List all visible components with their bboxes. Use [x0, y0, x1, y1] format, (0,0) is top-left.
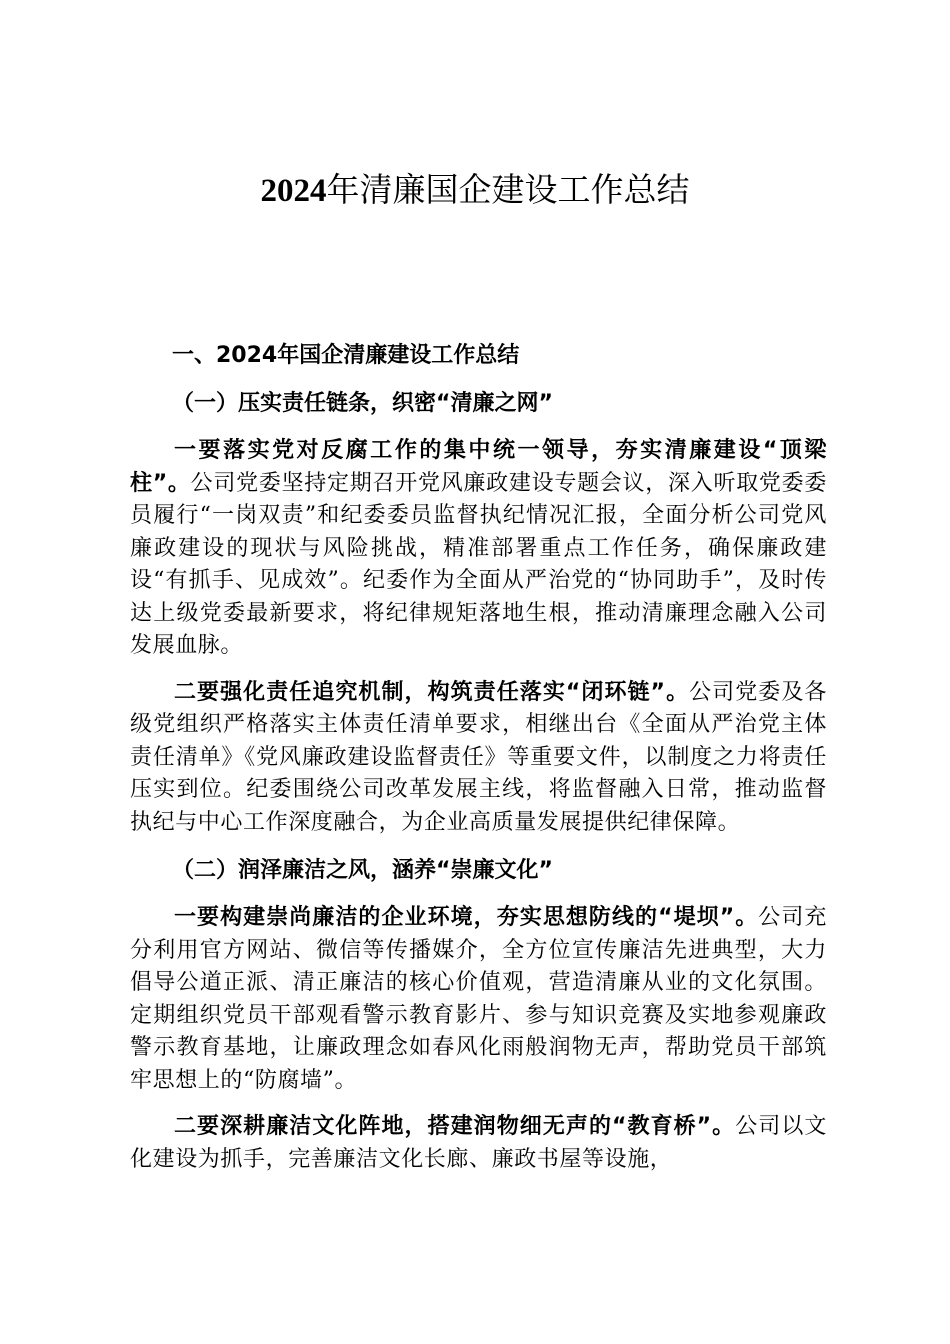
paragraph-4-body: 公司以文化建设为抓手，完善廉洁文化长廊、廉政书屋等设施， — [130, 1114, 827, 1172]
section-heading-1: 一、2024年国企清廉建设工作总结 — [172, 343, 520, 368]
paragraph-2-lead: 二要强化责任追究机制，构筑责任落实“闭环链”。 — [174, 679, 690, 705]
paragraph-1-body: 公司党委坚持定期召开党风廉政建设专题会议，深入听取党委委员履行“一岗双责”和纪委委员监督执纪情况汇报，全面分析公司党风廉政建设的现状与风险挑战，精准部署重点工作任务，确保廉政建设“有抓手、见成效”。纪委作为全面从严治党的“协同助手”，及时传达上级党委最新要求，将纪律规矩落地生根，推动清廉理念融入公司发展血脉。 — [130, 470, 827, 658]
paragraph-4 — [130, 1111, 827, 1176]
paragraph-1 — [130, 435, 827, 663]
title-year: 2024 — [260, 173, 327, 209]
paragraph-4-lead: 二要深耕廉洁文化阵地，搭建润物细无声的“教育桥”。 — [174, 1114, 736, 1139]
paragraph-3-lead: 一要构建崇尚廉洁的企业环境，夯实思想防线的“堤坝”。 — [174, 905, 759, 930]
document-title — [0, 166, 950, 215]
title-text: 年清廉国企建设工作总结 — [326, 170, 690, 209]
paragraph-1-lead: 一要落实党对反腐工作的集中统一领导，夯实清廉建设“顶梁柱”。 — [130, 438, 827, 496]
paragraph-3-body: 公司充分利用官方网站、微信等传播媒介，全方位宣传廉洁先进典型，大力倡导公道正派、清正廉洁的核心价值观，营造清廉从业的文化氛围。定期组织党员干部观看警示教育影片、参与知识竞赛及实地参观廉政警示教育基地，让廉政理念如春风化雨般润物无声，帮助党员干部筑牢思想上的“防腐墙”。 — [130, 905, 827, 1093]
paragraph-2 — [130, 677, 827, 840]
paragraph-3 — [130, 902, 827, 1097]
subsection-heading-2: （二）润泽廉洁之风，涵养“崇廉文化” — [172, 858, 553, 883]
document-body — [130, 338, 827, 1190]
subsection-heading-1: （一）压实责任链条，织密“清廉之网” — [172, 391, 553, 416]
paragraph-2-body: 公司党委及各级党组织严格落实主体责任清单要求，相继出台《全面从严治党主体责任清单》《党风廉政建设监督责任》等重要文件，以制度之力将责任压实到位。纪委围绕公司改革发展主线，将监督融入日常，推动监督执纪与中心工作深度融合，为企业高质量发展提供纪律保障。 — [130, 679, 827, 835]
